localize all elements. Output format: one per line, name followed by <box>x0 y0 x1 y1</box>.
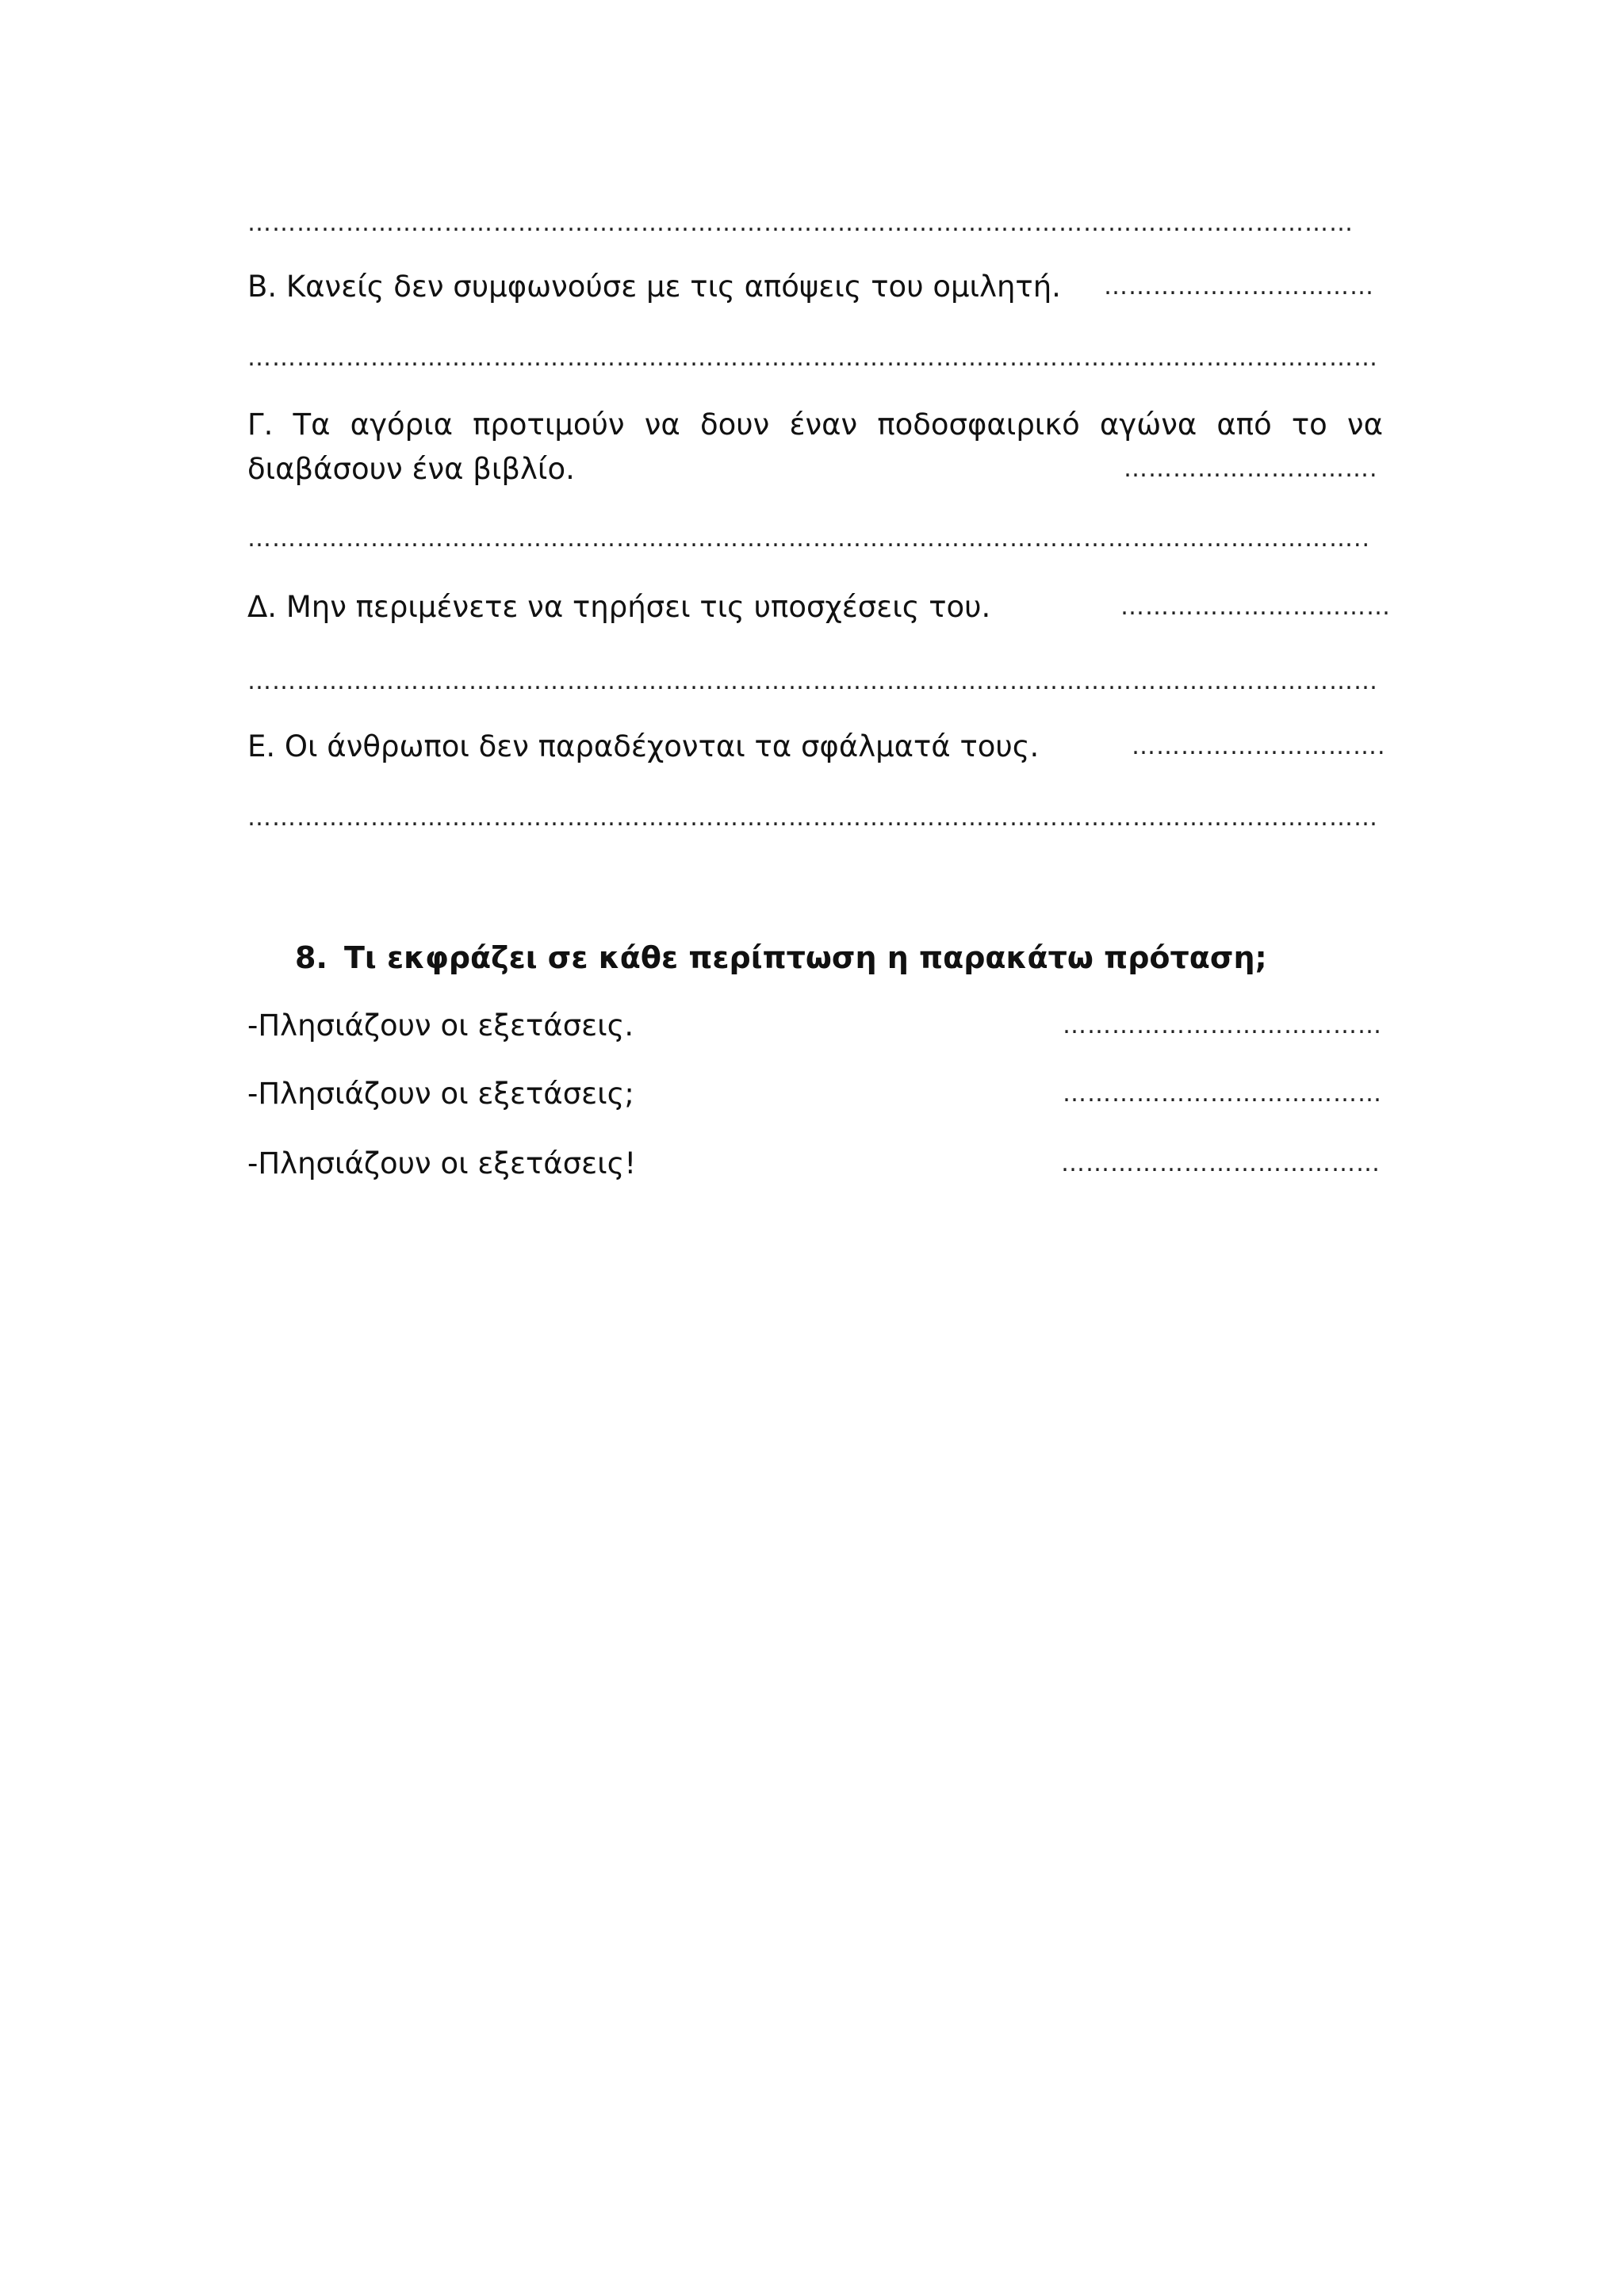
answer-line-top: ……………………………………………………………………………………………………………………… <box>247 209 1354 237</box>
answer-line-c: ……………………………………………………………………………………………………………………….. <box>247 525 1371 553</box>
exercise-8-answer-2: ………………………………… <box>1063 1080 1382 1108</box>
answer-line-e: ………………………………………………………………………………………………………………………… <box>247 804 1378 832</box>
exercise-8-title: Τι εκφράζει σε κάθε περίπτωση η παρακάτω πρόταση; <box>344 940 1267 975</box>
answer-line-b: ………………………………………………………………………………………………………………………… <box>247 344 1378 372</box>
exercise-8-answer-3: ………………………………… <box>1061 1150 1381 1177</box>
sentence-d: Δ. Μην περιμένετε να τηρήσει τις υποσχέσεις του. <box>247 590 991 624</box>
exercise-8-answer-1: ………………………………… <box>1063 1012 1382 1039</box>
sentence-e: Ε. Οι άνθρωποι δεν παραδέχονται τα σφάλματά τους. <box>247 729 1040 763</box>
answer-inline-b: …………………………… <box>1104 273 1374 300</box>
answer-inline-d: …………………………… <box>1120 593 1391 621</box>
exercise-8-heading <box>295 934 1389 982</box>
exercise-8-item-1: -Πλησιάζουν οι εξετάσεις. <box>247 1008 634 1043</box>
answer-inline-e: …………………………. <box>1132 733 1386 760</box>
answer-line-d: ………………………………………………………………………………………………………………………… <box>247 668 1378 695</box>
sentence-c-line1: Γ. Τα αγόρια προτιμούν να δουν έναν ποδοσφαιρικό αγώνα από το να <box>247 408 1383 442</box>
exercise-8-number: 8. <box>295 940 327 975</box>
answer-inline-c: …………………………. <box>1124 455 1378 483</box>
sentence-c-line2: διαβάσουν ένα βιβλίο. <box>247 452 575 486</box>
sentence-b: Β. Κανείς δεν συμφωνούσε με τις απόψεις του ομιλητή. <box>247 270 1061 304</box>
exercise-8-item-3: -Πλησιάζουν οι εξετάσεις! <box>247 1146 637 1181</box>
exercise-8-item-2: -Πλησιάζουν οι εξετάσεις; <box>247 1077 634 1111</box>
